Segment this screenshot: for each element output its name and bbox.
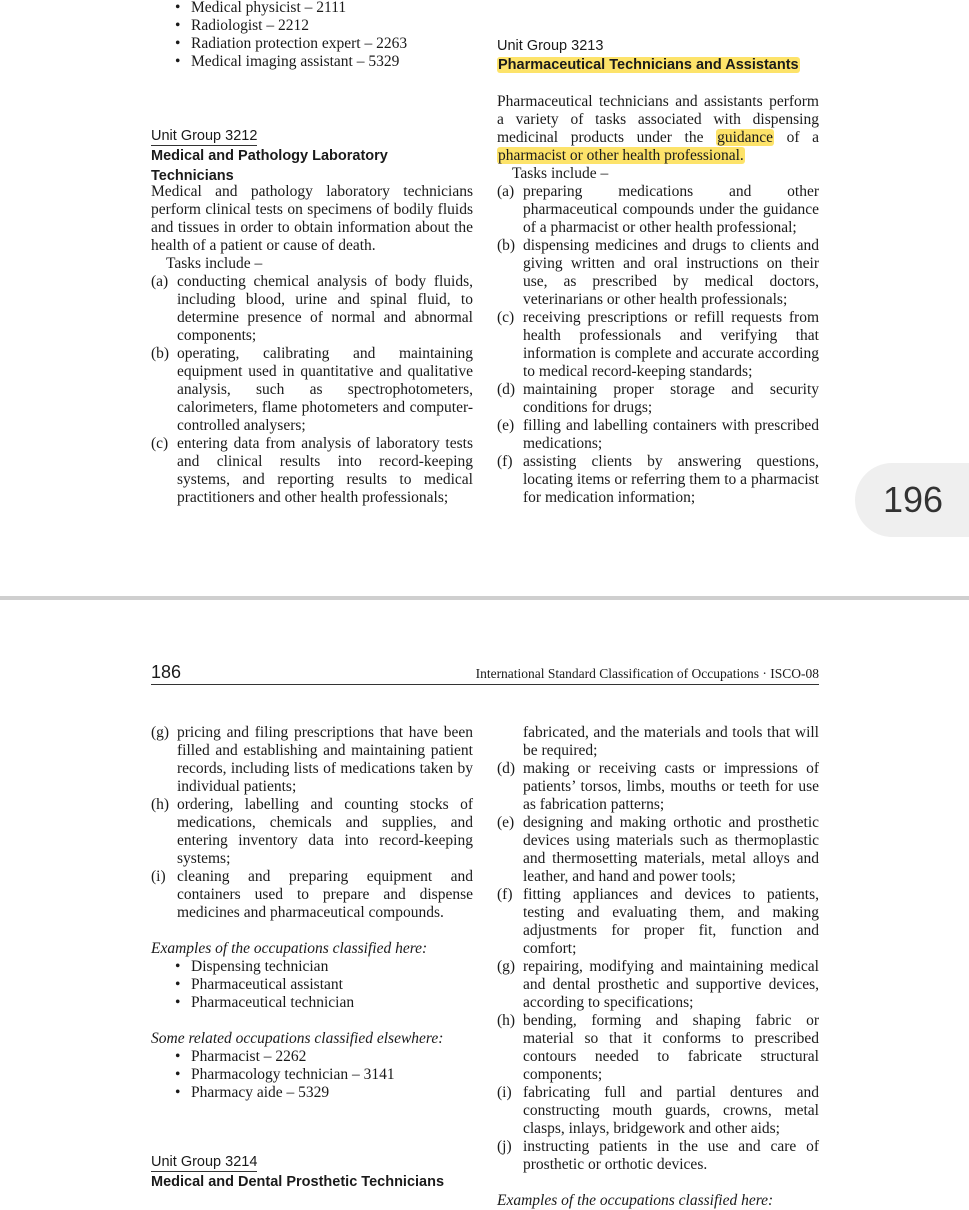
page-divider (0, 596, 969, 600)
examples-heading: Examples of the occupations classified here: (151, 940, 428, 957)
unit-group-title: Medical and Pathology Laboratory Technicians (151, 148, 388, 184)
task-item (497, 237, 819, 309)
p186-right-column (497, 724, 819, 1210)
unit-group-title: Medical and Dental Prosthetic Technicians (151, 1174, 445, 1190)
intro-paragraph (497, 93, 819, 165)
task-label: (d) (497, 381, 516, 398)
unit-group-title-wrap (497, 55, 819, 75)
task-label: (h) (497, 1012, 516, 1029)
unit-group-label: Unit Group 3212 (151, 128, 258, 144)
task-item (497, 453, 819, 507)
task-text: ordering, labelling and counting stocks of medications, chemicals and supplies, and entering inventory data into record-keeping systems; (177, 796, 473, 867)
task-item (497, 417, 819, 453)
task-label: (h) (151, 796, 170, 813)
unit-group-3213-body (497, 93, 819, 507)
task-text: fitting appliances and devices to patients, testing and evaluating them, and making adjustments for proper fit, function and comfort; (523, 886, 819, 957)
task-item (151, 724, 473, 796)
task-label: (c) (151, 435, 169, 452)
related-occupations-list (151, 0, 473, 71)
task-label: (i) (151, 868, 166, 885)
list-item: • Radiologist – 2212 (151, 17, 473, 35)
page-number-badge[interactable] (855, 463, 969, 537)
task-label: (b) (151, 345, 170, 362)
highlighted-text: guidance (717, 129, 774, 146)
unit-group-label: Unit Group 3214 (151, 1154, 258, 1170)
highlighted-text: pharmacist or other health professional. (498, 147, 744, 164)
tasks-intro: Tasks include – (166, 255, 263, 272)
task-label: (a) (151, 273, 169, 290)
task-text: preparing medications and other pharmaceutical compounds under the guidance of a pharmacist or other health professional; (523, 183, 819, 236)
task-label: (e) (497, 814, 515, 831)
task-item (497, 381, 819, 417)
examples-heading: Examples of the occupations classified here: (497, 1192, 774, 1209)
unit-group-3212 (151, 127, 473, 186)
related-heading: Some related occupations classified elsewhere: (151, 1030, 444, 1047)
task-text: receiving prescriptions or refill requests from health professionals and verifying that information is complete and accurate according to medical record-keeping standards; (523, 309, 819, 380)
unit-group-3213 (497, 37, 819, 75)
task-item (151, 796, 473, 868)
running-header-title: International Standard Classification of Occupations · ISCO-08 (475, 666, 819, 681)
task-text: dispensing medicines and drugs to clients and giving written and oral instructions on their use, as prescribed by medical doctors, veterinarians or other health professionals; (523, 237, 819, 308)
task-label: (a) (497, 183, 515, 200)
task-text: cleaning and preparing equipment and containers used to prepare and dispense medicines and pharmaceutical compounds. (177, 868, 473, 921)
intro-text: Pharmaceutical technicians and assistants perform a variety of tasks associated with dispensing medicinal products under the (497, 93, 819, 146)
task-item (151, 868, 473, 922)
task-item (151, 435, 473, 507)
task-item (497, 958, 819, 1012)
task-item (151, 273, 473, 345)
task-text: assisting clients by answering questions, locating items or referring them to a pharmacist for medication information; (523, 453, 819, 506)
p186-left-column (151, 724, 473, 1102)
task-item (497, 183, 819, 237)
header-rule (151, 684, 819, 685)
task-item (497, 1084, 819, 1138)
task-text: entering data from analysis of laboratory tests and clinical results into record-keeping systems, and reporting results to medical practitioners and other health professionals; (177, 435, 473, 506)
page-number: 186 (151, 662, 182, 682)
task-text: filling and labelling containers with prescribed medications; (523, 417, 819, 452)
list-item: • Pharmacist – 2262 (151, 1048, 473, 1066)
task-continuation (497, 724, 819, 760)
intro-paragraph: Medical and pathology laboratory technicians perform clinical tests on specimens of bodily fluids and tissues in order to obtain information about the health of a patient or cause of death. (151, 183, 473, 254)
task-text: instructing patients in the use and care of prosthetic or orthotic devices. (523, 1138, 819, 1173)
task-item (497, 309, 819, 381)
unit-group-3214 (151, 1153, 473, 1192)
unit-group-title: Pharmaceutical Technicians and Assistants (498, 57, 799, 73)
list-item: • Pharmaceutical assistant (151, 976, 473, 994)
task-text: conducting chemical analysis of body fluids, including blood, urine and spinal fluid, to determine presence of normal and abnormal components; (177, 273, 473, 344)
unit-group-3212-body (151, 183, 473, 507)
task-text: fabricating full and partial dentures and constructing mouth guards, crowns, metal clasps, inlays, bridgework and other aids; (523, 1084, 819, 1137)
task-label: (e) (497, 417, 515, 434)
task-item (497, 1012, 819, 1084)
task-label: (i) (497, 1084, 512, 1101)
task-label: (f) (497, 453, 513, 470)
list-item: • Pharmaceutical technician (151, 994, 473, 1012)
list-item: • Medical imaging assistant – 5329 (151, 53, 473, 71)
task-label: (g) (497, 958, 516, 975)
list-item: • Pharmacology technician – 3141 (151, 1066, 473, 1084)
task-text: repairing, modifying and maintaining medical and dental prosthetic and supportive devices, according to specifications; (523, 958, 819, 1011)
page-number: 196 (883, 479, 944, 520)
task-label: (d) (497, 760, 516, 777)
task-text: designing and making orthotic and prosthetic devices using materials such as thermoplastic and thermosetting materials, metal alloys and leather, and hand and power tools; (523, 814, 819, 885)
task-item (497, 814, 819, 886)
task-text: operating, calibrating and maintaining equipment used in quantitative and qualitative analysis, such as spectrophotometers, calorimeters, flame photometers and computer-controlled analysers; (177, 345, 473, 434)
task-text: pricing and filing prescriptions that have been filled and establishing and maintaining patient records, including lists of medications taken by individual patients; (177, 724, 473, 795)
task-label: (c) (497, 309, 515, 326)
task-item (497, 760, 819, 814)
list-item: • Medical physicist – 2111 (151, 0, 473, 17)
task-text: making or receiving casts or impressions of patients’ torsos, limbs, mouths or teeth for use as fabrication patterns; (523, 760, 819, 813)
task-label: (g) (151, 724, 170, 741)
unit-group-label: Unit Group 3213 (497, 38, 604, 54)
task-text: bending, forming and shaping fabric or material so that it conforms to prescribed contours needed to fabricate structural components; (523, 1012, 819, 1083)
task-item (497, 1138, 819, 1174)
tasks-intro: Tasks include – (512, 165, 609, 182)
task-text: fabricated, and the materials and tools that will be required; (523, 724, 819, 759)
list-item: • Radiation protection expert – 2263 (151, 35, 473, 53)
task-label: (f) (497, 886, 513, 903)
intro-text: of a (774, 129, 819, 146)
task-label: (b) (497, 237, 516, 254)
list-item: • Pharmacy aide – 5329 (151, 1084, 473, 1102)
task-item (151, 345, 473, 435)
task-label: (j) (497, 1138, 512, 1155)
task-item (497, 886, 819, 958)
list-item: • Dispensing technician (151, 958, 473, 976)
task-text: maintaining proper storage and security conditions for drugs; (523, 381, 819, 416)
